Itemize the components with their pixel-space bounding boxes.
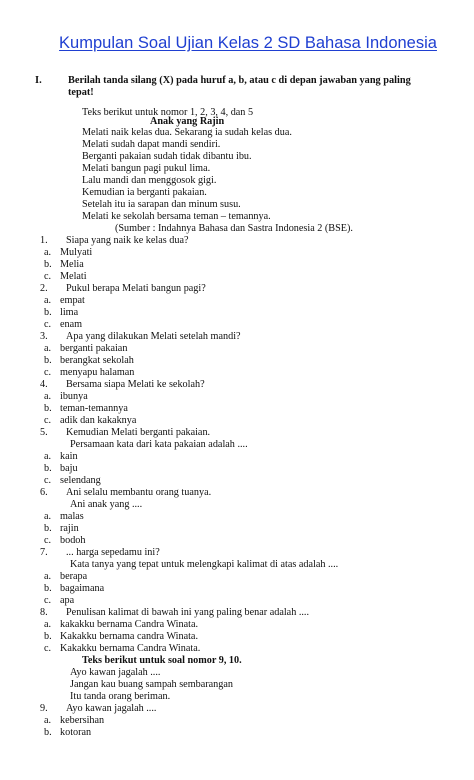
option-text: Melia <box>60 259 84 270</box>
question-continuation: Kata tanya yang tepat untuk melengkapi kalimat di atas adalah .... <box>70 559 339 570</box>
question-number: 7. <box>40 547 48 558</box>
option-text: malas <box>60 511 84 522</box>
story-line: Kemudian ia berganti pakaian. <box>82 187 207 198</box>
question-text: Ayo kawan jagalah .... <box>66 703 157 714</box>
option-text: bodoh <box>60 535 86 546</box>
option-letter: c. <box>44 367 52 378</box>
question-text: Kemudian Melati berganti pakaian. <box>66 427 211 438</box>
question-text: Penulisan kalimat di bawah ini yang paling benar adalah .... <box>66 607 310 618</box>
option-text: kotoran <box>60 727 92 738</box>
question-text: Siapa yang naik ke kelas dua? <box>66 235 189 246</box>
question-number: 4. <box>40 379 48 390</box>
option-text: selendang <box>60 475 101 486</box>
section-number: I. <box>35 75 42 86</box>
option-letter: a. <box>44 715 52 726</box>
option-letter: c. <box>44 271 52 282</box>
question-continuation: Ani anak yang .... <box>70 499 143 510</box>
option-text: berangkat sekolah <box>60 355 134 366</box>
option-text: adik dan kakaknya <box>60 415 137 426</box>
story-line: Melati bangun pagi pukul lima. <box>82 163 211 174</box>
option-letter: a. <box>44 343 52 354</box>
option-text: berapa <box>60 571 88 582</box>
question-text: Ani selalu membantu orang tuanya. <box>66 487 212 498</box>
option-letter: c. <box>44 319 52 330</box>
question-number: 8. <box>40 607 48 618</box>
question-number: 3. <box>40 331 48 342</box>
question-number: 5. <box>40 427 48 438</box>
option-letter: a. <box>44 619 52 630</box>
option-letter: c. <box>44 643 52 654</box>
option-text: teman-temannya <box>60 403 128 414</box>
question-number: 2. <box>40 283 48 294</box>
option-letter: a. <box>44 295 52 306</box>
question-text: Pukul berapa Melati bangun pagi? <box>66 283 206 294</box>
option-letter: b. <box>44 583 52 594</box>
option-letter: c. <box>44 535 52 546</box>
option-letter: b. <box>44 307 52 318</box>
option-text: kain <box>60 451 78 462</box>
option-letter: a. <box>44 511 52 522</box>
option-text: empat <box>60 295 85 306</box>
story-line: Berganti pakaian sudah tidak dibantu ibu. <box>82 151 252 162</box>
option-letter: c. <box>44 595 52 606</box>
story-line: Melati sudah dapat mandi sendiri. <box>82 139 221 150</box>
option-letter: b. <box>44 355 52 366</box>
option-letter: a. <box>44 391 52 402</box>
option-text: rajin <box>60 523 79 534</box>
reading-intro: Teks berikut untuk nomor 1, 2, 3, 4, dan 5 <box>82 107 254 118</box>
option-text: lima <box>60 307 79 318</box>
question-continuation: Jangan kau buang sampah sembarangan <box>70 679 233 690</box>
question-continuation: Persamaan kata dari kata pakaian adalah .... <box>70 439 248 450</box>
option-text: kebersihan <box>60 715 105 726</box>
option-text: menyapu halaman <box>60 367 135 378</box>
question-number: 6. <box>40 487 48 498</box>
question-number: 1. <box>40 235 48 246</box>
option-text: berganti pakaian <box>60 343 128 354</box>
option-text: ibunya <box>60 391 88 402</box>
option-letter: c. <box>44 415 52 426</box>
story-source: (Sumber : Indahnya Bahasa dan Sastra Indonesia 2 (BSE). <box>115 223 353 234</box>
option-text: Kakakku bernama candra Winata. <box>60 631 198 642</box>
option-text: baju <box>60 463 78 474</box>
option-letter: a. <box>44 451 52 462</box>
question-continuation: Ayo kawan jagalah .... <box>70 667 161 678</box>
option-text: bagaimana <box>60 583 105 594</box>
option-letter: b. <box>44 463 52 474</box>
story-line: Melati naik kelas dua. Sekarang ia sudah kelas dua. <box>82 127 292 138</box>
option-letter: b. <box>44 631 52 642</box>
option-letter: a. <box>44 571 52 582</box>
option-text: enam <box>60 319 83 330</box>
page-title: Kumpulan Soal Ujian Kelas 2 SD Bahasa Indonesia <box>59 34 437 52</box>
story-title: Anak yang Rajin <box>150 116 225 127</box>
question-continuation: Itu tanda orang beriman. <box>70 691 171 702</box>
question-text: ... harga sepedamu ini? <box>66 547 160 558</box>
question-text: Apa yang dilakukan Melati setelah mandi? <box>66 331 241 342</box>
option-text: Melati <box>60 271 87 282</box>
story-line: Melati ke sekolah bersama teman – temannya. <box>82 211 271 222</box>
section-instruction-line2: tepat! <box>68 87 94 98</box>
option-letter: b. <box>44 523 52 534</box>
option-text: Kakakku bernama Candra Winata. <box>60 643 201 654</box>
option-letter: b. <box>44 403 52 414</box>
option-letter: a. <box>44 247 52 258</box>
option-letter: c. <box>44 475 52 486</box>
question-text: Bersama siapa Melati ke sekolah? <box>66 379 205 390</box>
option-letter: b. <box>44 259 52 270</box>
option-text: apa <box>60 595 75 606</box>
option-letter: b. <box>44 727 52 738</box>
option-text: Mulyati <box>60 247 93 258</box>
section-instruction-line1: Berilah tanda silang (X) pada huruf a, b, atau c di depan jawaban yang paling <box>68 75 411 86</box>
reading-heading: Teks berikut untuk soal nomor 9, 10. <box>82 655 242 666</box>
story-line: Setelah itu ia sarapan dan minum susu. <box>82 199 241 210</box>
question-number: 9. <box>40 703 48 714</box>
story-line: Lalu mandi dan menggosok gigi. <box>82 175 217 186</box>
option-text: kakakku bernama Candra Winata. <box>60 619 199 630</box>
